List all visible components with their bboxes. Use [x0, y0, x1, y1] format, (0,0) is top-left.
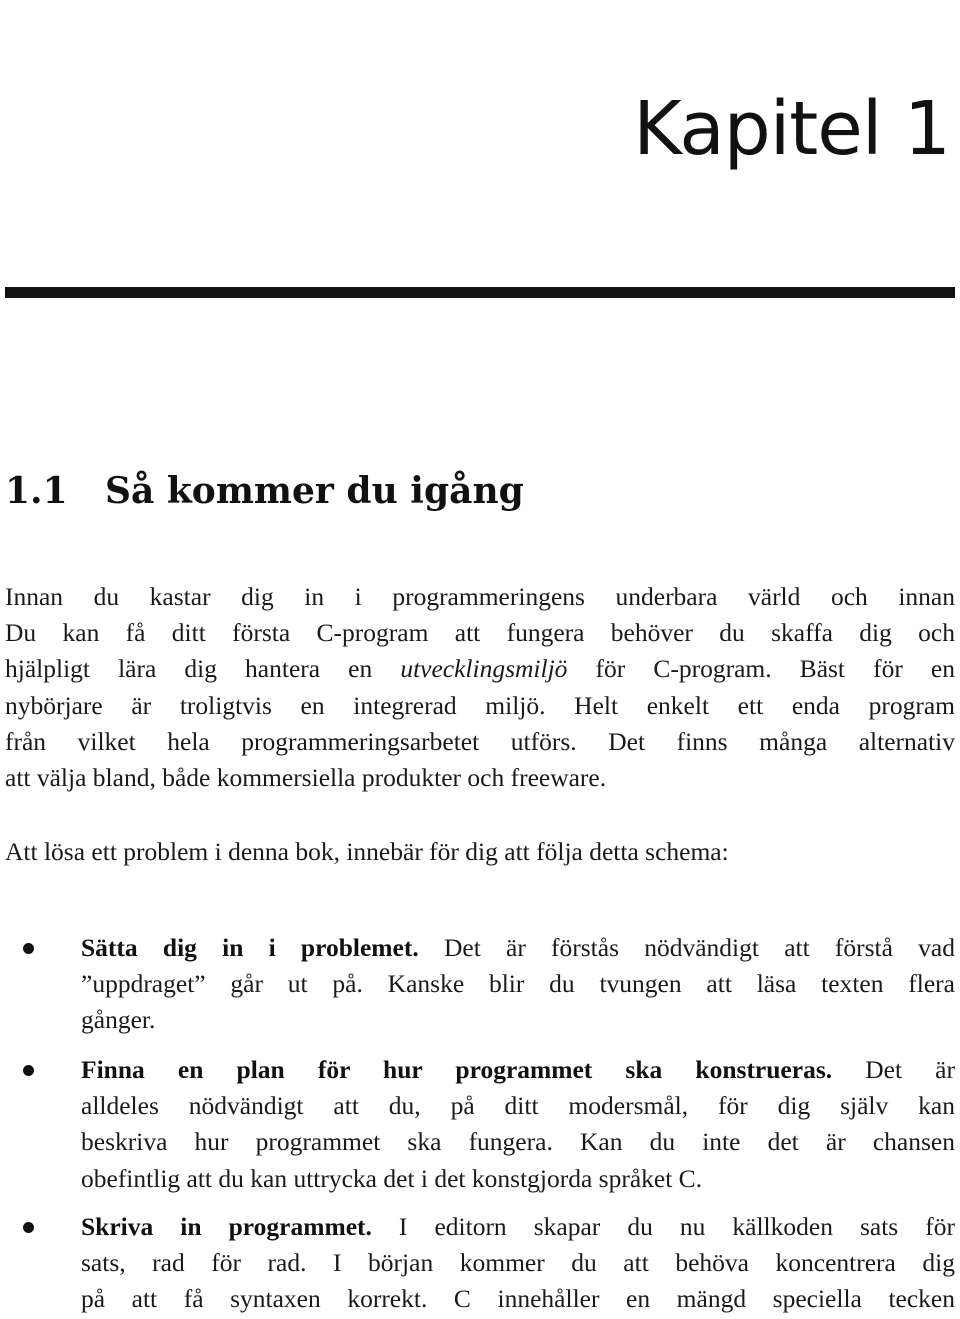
- paragraph-line: nybörjare är troligtvis en integrerad miljö. Helt enkelt ett enda program: [5, 690, 955, 720]
- paragraph-line: Du kan få ditt första C-program att fungera behöver du skaffa dig och: [5, 618, 955, 648]
- list-line: alldeles nödvändigt att du, på ditt modersmål, för dig själv kan: [81, 1091, 955, 1121]
- list-line: sats, rad för rad. I början kommer du att behöva koncentrera dig: [81, 1248, 955, 1278]
- section-number: 1.1: [5, 470, 68, 512]
- paragraph-line: [5, 651, 955, 687]
- paragraph-line: från vilket hela programmeringsarbetet utförs. Det finns många alternativ: [5, 726, 955, 756]
- list-item-text: [81, 1209, 955, 1318]
- paragraph-line: Innan du kastar dig in i programmeringens underbara värld och innan: [5, 582, 955, 611]
- list-line: på att få syntaxen korrekt. C innehåller en mängd speciella tecken: [81, 1284, 955, 1314]
- list-line: gånger.: [81, 1005, 156, 1035]
- paragraph-line: att välja bland, både kommersiella produkter och freeware.: [5, 763, 607, 793]
- list-line: ”uppdraget” går ut på. Kanske blir du tvungen att läsa texten flera: [81, 969, 955, 999]
- bullet-icon: [23, 1065, 34, 1076]
- list-text: Det är förstås nödvändigt att förstå vad: [418, 933, 955, 962]
- paragraph-text: för C-program. Bäst för en: [567, 654, 955, 684]
- section-title: Så kommer du igång: [105, 470, 524, 512]
- chapter-rule: [5, 287, 955, 298]
- chapter-title: Kapitel 1: [633, 86, 950, 172]
- list-line: [81, 930, 955, 966]
- list-item-text: [81, 1052, 955, 1197]
- intro-paragraph: [5, 579, 955, 796]
- list-item-text: [81, 930, 955, 1039]
- paragraph-line: Att lösa ett problem i denna bok, innebär för dig att följa detta schema:: [5, 837, 729, 866]
- step-title: Sätta dig in i problemet.: [81, 933, 419, 962]
- bullet-icon: [23, 1222, 34, 1233]
- paragraph-text: hjälpligt lära dig hantera en: [5, 654, 401, 684]
- list-line: [81, 1209, 955, 1245]
- step-title: Skriva in programmet.: [81, 1212, 372, 1241]
- section-heading: [5, 470, 524, 513]
- list-text: I editorn skapar du nu källkoden sats för: [371, 1212, 956, 1241]
- list-text: Det är: [832, 1055, 955, 1084]
- step-title: Finna en plan för hur programmet ska konstrueras.: [81, 1055, 833, 1084]
- schema-intro-paragraph: [5, 834, 955, 870]
- list-line: obefintlig att du kan uttrycka det i det konstgjorda språket C.: [81, 1163, 703, 1193]
- list-line: [81, 1052, 955, 1088]
- list-line: beskriva hur programmet ska fungera. Kan du inte det är chansen: [81, 1127, 955, 1157]
- bullet-icon: [23, 943, 34, 954]
- emphasized-term: utvecklingsmiljö: [400, 654, 568, 684]
